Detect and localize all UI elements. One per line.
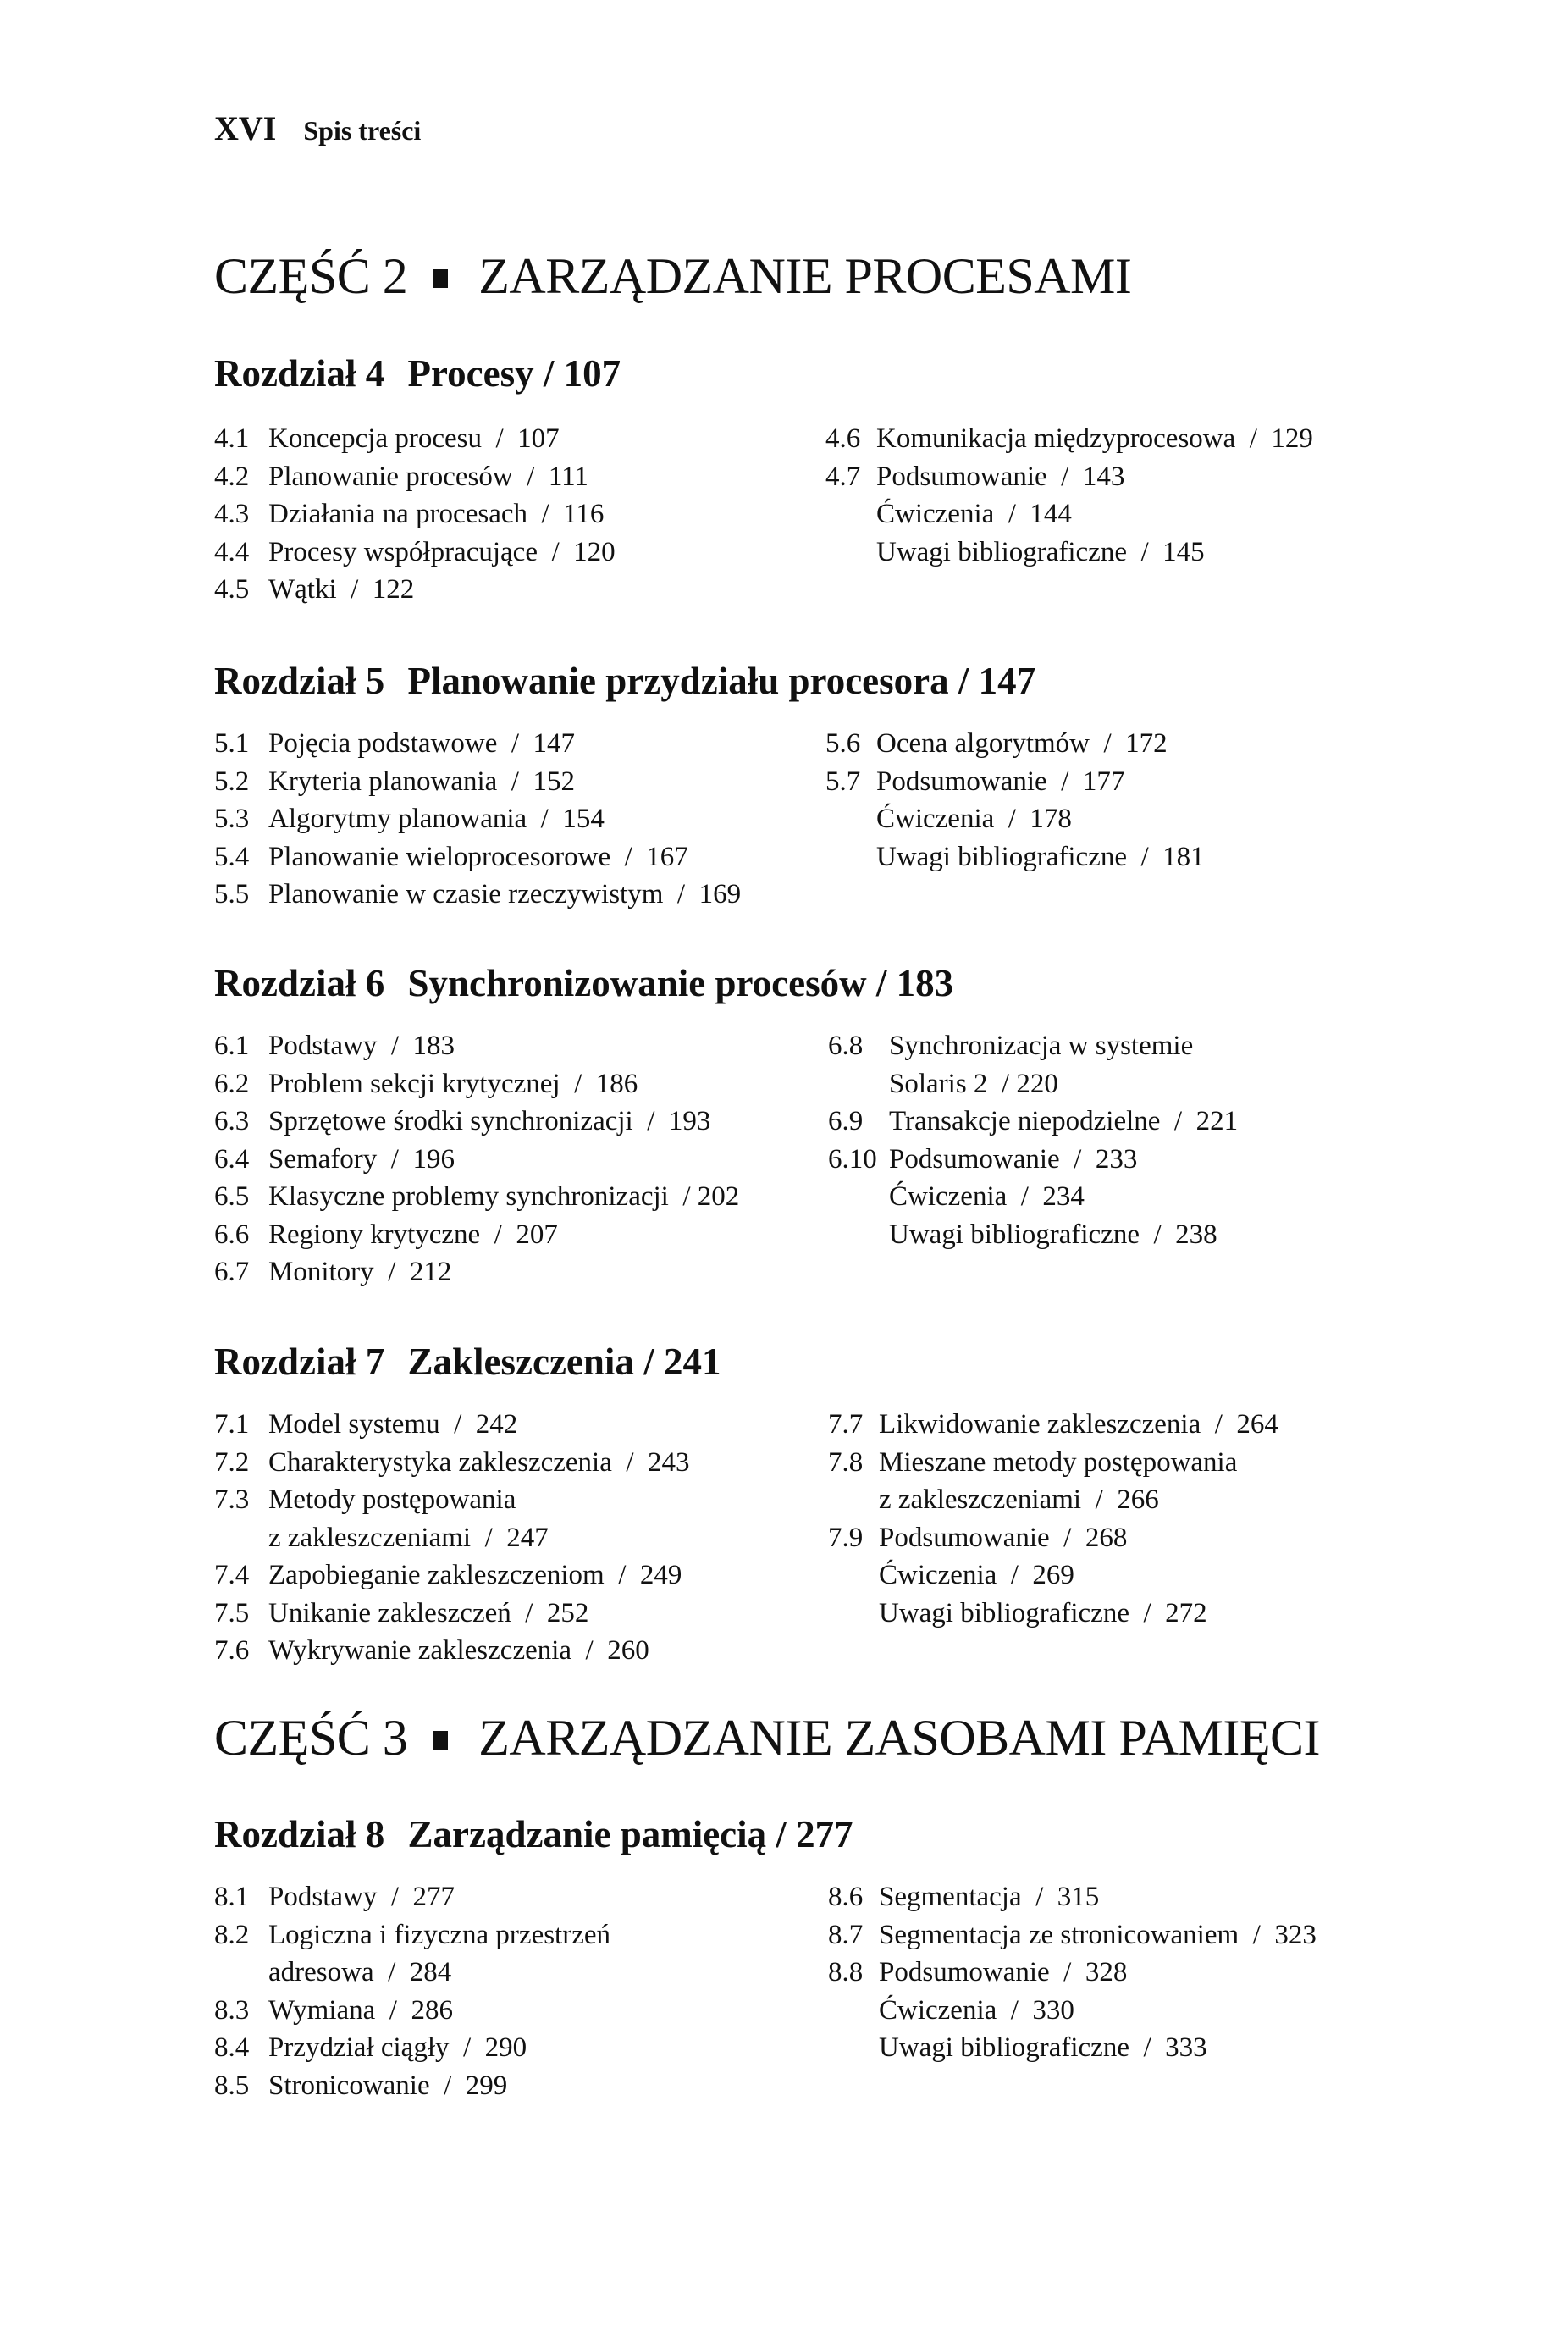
section-title: Wątki / 122 [268,574,415,605]
chapter-heading [214,961,953,1005]
section-number: 4.1 [214,423,250,454]
toc-entry [214,1178,739,1216]
chapter-page: / 277 [776,1813,853,1855]
section-title: Solaris 2 / 220 [889,1068,1058,1099]
page-number: XVI [214,109,277,147]
section-number: 7.2 [214,1446,250,1478]
toc-entry [828,1027,1238,1065]
section-title: Planowanie w czasie rzeczywistym / 169 [268,879,742,909]
toc-entry [828,1992,1317,2030]
section-title: Podsumowanie / 328 [879,1957,1128,1987]
toc-entry [828,1141,1238,1179]
part-label: CZĘŚĆ 2 [214,248,408,304]
chapter-page: / 107 [543,352,621,395]
section-title: Podsumowanie / 177 [876,766,1125,797]
section-title: Uwagi bibliograficzne / 238 [889,1219,1217,1250]
chapter-label: Rozdział 8 [214,1813,385,1855]
section-title: Model systemu / 242 [268,1409,518,1440]
chapter-label: Rozdział 7 [214,1341,385,1383]
square-bullet-icon [433,269,448,288]
toc-column-left [214,1878,610,2104]
running-header [214,108,421,148]
section-title: Komunikacja międzyprocesowa / 129 [876,423,1313,454]
section-title: Stronicowanie / 299 [268,2070,508,2101]
section-number: 6.6 [214,1219,250,1250]
section-number: 5.2 [214,766,250,797]
square-bullet-icon [433,1731,448,1750]
section-title: z zakleszczeniami / 266 [879,1484,1159,1515]
section-title: Semafory / 196 [268,1143,455,1175]
section-number: 8.8 [828,1957,864,1987]
toc-entry [214,1141,739,1179]
section-title: Planowanie wieloprocesorowe / 167 [268,841,688,872]
toc-entry [214,2029,610,2067]
part-heading [214,1709,1320,1767]
section-number: 4.2 [214,461,250,492]
toc-entry [214,1954,610,1992]
toc-entry [214,571,616,609]
section-title: Wymiana / 286 [268,1994,453,2026]
section-number: 6.7 [214,1257,250,1287]
chapter-heading [214,1812,853,1856]
section-number: 8.4 [214,2032,250,2063]
toc-entry [214,763,741,801]
toc-entry [825,458,1313,496]
section-number: 5.5 [214,879,250,909]
toc-entry [214,725,741,763]
section-title: Uwagi bibliograficzne / 272 [879,1597,1207,1628]
toc-entry [825,420,1313,458]
toc-column-right [825,420,1313,571]
toc-entry [828,1216,1238,1254]
toc-entry [214,1481,690,1519]
section-number: 6.4 [214,1143,250,1175]
toc-column-left [214,1406,690,1670]
toc-entry [828,1178,1238,1216]
section-title: Problem sekcji krytycznej / 186 [268,1068,638,1099]
toc-entry [828,1103,1238,1141]
chapter-label: Rozdział 5 [214,660,385,702]
toc-entry [828,1481,1278,1519]
toc-entry [214,458,616,496]
section-number: 6.3 [214,1106,250,1136]
section-title: Zapobieganie zakleszczeniom / 249 [268,1560,682,1590]
toc-entry [214,495,616,533]
section-title: Podsumowanie / 233 [889,1143,1138,1175]
toc-entry [214,1878,610,1916]
toc-column-left [214,725,741,914]
section-number: 5.3 [214,804,250,834]
section-number: 6.9 [828,1106,864,1136]
section-title: Segmentacja / 315 [879,1882,1100,1912]
section-title: Uwagi bibliograficzne / 181 [876,841,1205,872]
chapter-title: Synchronizowanie procesów [407,962,867,1004]
section-number: 4.4 [214,536,250,567]
section-number: 8.1 [214,1882,250,1912]
section-number: 5.4 [214,841,250,872]
part-label: CZĘŚĆ 3 [214,1710,408,1766]
section-title: Transakcje niepodzielne / 221 [889,1106,1239,1136]
section-title: Ćwiczenia / 178 [876,804,1072,834]
toc-entry [828,1444,1278,1482]
section-title: Ćwiczenia / 330 [879,1994,1074,2026]
section-number: 4.5 [214,574,250,605]
section-number: 4.3 [214,499,250,529]
chapter-heading [214,351,621,395]
toc-entry [825,725,1205,763]
section-title: Podstawy / 183 [268,1031,455,1061]
section-title: Klasyczne problemy synchronizacji / 202 [268,1181,740,1212]
chapter-heading [214,1340,721,1384]
toc-entry [214,1103,739,1141]
section-title: Unikanie zakleszczeń / 252 [268,1597,589,1628]
chapter-page: / 241 [643,1341,721,1383]
section-title: Pojęcia podstawowe / 147 [268,728,576,759]
section-number: 6.1 [214,1031,250,1061]
section-number: 4.7 [825,461,861,492]
section-title: adresowa / 284 [268,1957,452,1987]
toc-column-left [214,420,616,609]
toc-entry [214,1253,739,1291]
section-title: Charakterystyka zakleszczenia / 243 [268,1446,690,1478]
toc-entry [825,838,1205,876]
section-title: Monitory / 212 [268,1257,452,1287]
toc-entry [214,533,616,572]
toc-entry [828,1878,1317,1916]
section-number: 5.1 [214,728,250,759]
section-number: 7.4 [214,1560,250,1590]
chapter-page: / 147 [958,660,1036,702]
section-title: Kryteria planowania / 152 [268,766,575,797]
section-title: Wykrywanie zakleszczenia / 260 [268,1635,649,1666]
section-number: 8.3 [214,1994,250,2026]
section-title: Procesy współpracujące / 120 [268,536,616,567]
toc-entry [214,420,616,458]
section-title: Planowanie procesów / 111 [268,461,588,492]
section-number: 7.9 [828,1522,864,1553]
section-number: 6.8 [828,1031,864,1061]
chapter-title: Zarządzanie pamięcią [407,1813,767,1855]
section-number: 6.5 [214,1181,250,1212]
toc-entry [214,876,741,914]
section-title: Podsumowanie / 143 [876,461,1125,492]
toc-entry [828,1556,1278,1595]
toc-entry [214,1992,610,2030]
section-title: Synchronizacja w systemie [889,1031,1194,1061]
section-title: Ćwiczenia / 234 [889,1181,1085,1212]
section-number: 6.2 [214,1068,250,1099]
section-number: 5.7 [825,766,861,797]
section-title: Metody postępowania [268,1484,516,1515]
section-number: 8.6 [828,1882,864,1912]
section-title: Ćwiczenia / 269 [879,1560,1074,1590]
toc-entry [214,1065,739,1103]
toc-entry [828,1406,1278,1444]
toc-entry [214,1519,690,1557]
part-title: ZARZĄDZANIE PROCESAMI [478,248,1132,304]
section-title: z zakleszczeniami / 247 [268,1522,549,1553]
chapter-label: Rozdział 4 [214,352,385,395]
section-number: 7.3 [214,1484,250,1515]
toc-column-left [214,1027,739,1291]
section-title: Podsumowanie / 268 [879,1522,1128,1553]
toc-entry [825,763,1205,801]
toc-entry [214,1027,739,1065]
section-number: 8.7 [828,1919,864,1950]
section-number: 7.5 [214,1597,250,1628]
section-title: Podstawy / 277 [268,1882,455,1912]
section-title: Logiczna i fizyczna przestrzeń [268,1919,611,1950]
toc-entry [828,1595,1278,1633]
chapter-title: Zakleszczenia [407,1341,634,1383]
part-heading [214,247,1131,306]
toc-entry [825,533,1313,572]
section-title: Ocena algorytmów / 172 [876,728,1168,759]
toc-entry [214,800,741,838]
chapter-title: Procesy [407,352,534,395]
section-title: Uwagi bibliograficzne / 145 [876,536,1205,567]
chapter-label: Rozdział 6 [214,962,385,1004]
chapter-page: / 183 [875,962,954,1004]
section-number: 5.6 [825,728,861,759]
toc-entry [214,838,741,876]
section-title: Segmentacja ze stronicowaniem / 323 [879,1919,1317,1950]
section-title: Koncepcja procesu / 107 [268,423,560,454]
section-title: Regiony krytyczne / 207 [268,1219,558,1250]
section-title: Działania na procesach / 116 [268,499,605,529]
toc-entry [828,1954,1317,1992]
toc-entry [214,1444,690,1482]
section-title: Przydział ciągły / 290 [268,2032,527,2063]
section-number: 7.6 [214,1635,250,1666]
section-number: 8.5 [214,2070,250,2101]
toc-column-right [825,725,1205,876]
section-number: 7.1 [214,1409,250,1440]
section-title: Ćwiczenia / 144 [876,499,1072,529]
section-number: 8.2 [214,1919,250,1950]
toc-entry [825,495,1313,533]
toc-entry [214,2067,610,2105]
toc-entry [828,1916,1317,1954]
toc-entry [828,1065,1238,1103]
toc-entry [214,1632,690,1670]
toc-entry [214,1595,690,1633]
running-title: Spis treści [303,115,422,146]
section-title: Likwidowanie zakleszczenia / 264 [879,1409,1278,1440]
toc-column-right [828,1027,1238,1253]
section-title: Uwagi bibliograficzne / 333 [879,2032,1207,2063]
section-title: Mieszane metody postępowania [879,1446,1238,1478]
section-number: 6.10 [828,1143,877,1175]
toc-entry [828,1519,1278,1557]
section-number: 7.8 [828,1446,864,1478]
toc-entry [214,1916,610,1954]
toc-column-right [828,1406,1278,1632]
toc-entry [214,1216,739,1254]
chapter-heading [214,659,1035,703]
section-title: Algorytmy planowania / 154 [268,804,605,834]
section-number: 4.6 [825,423,861,454]
part-title: ZARZĄDZANIE ZASOBAMI PAMIĘCI [478,1710,1321,1766]
toc-entry [825,800,1205,838]
toc-entry [828,2029,1317,2067]
chapter-title: Planowanie przydziału procesora [407,660,949,702]
section-title: Sprzętowe środki synchronizacji / 193 [268,1106,711,1136]
toc-entry [214,1406,690,1444]
section-number: 7.7 [828,1409,864,1440]
toc-entry [214,1556,690,1595]
toc-column-right [828,1878,1317,2067]
